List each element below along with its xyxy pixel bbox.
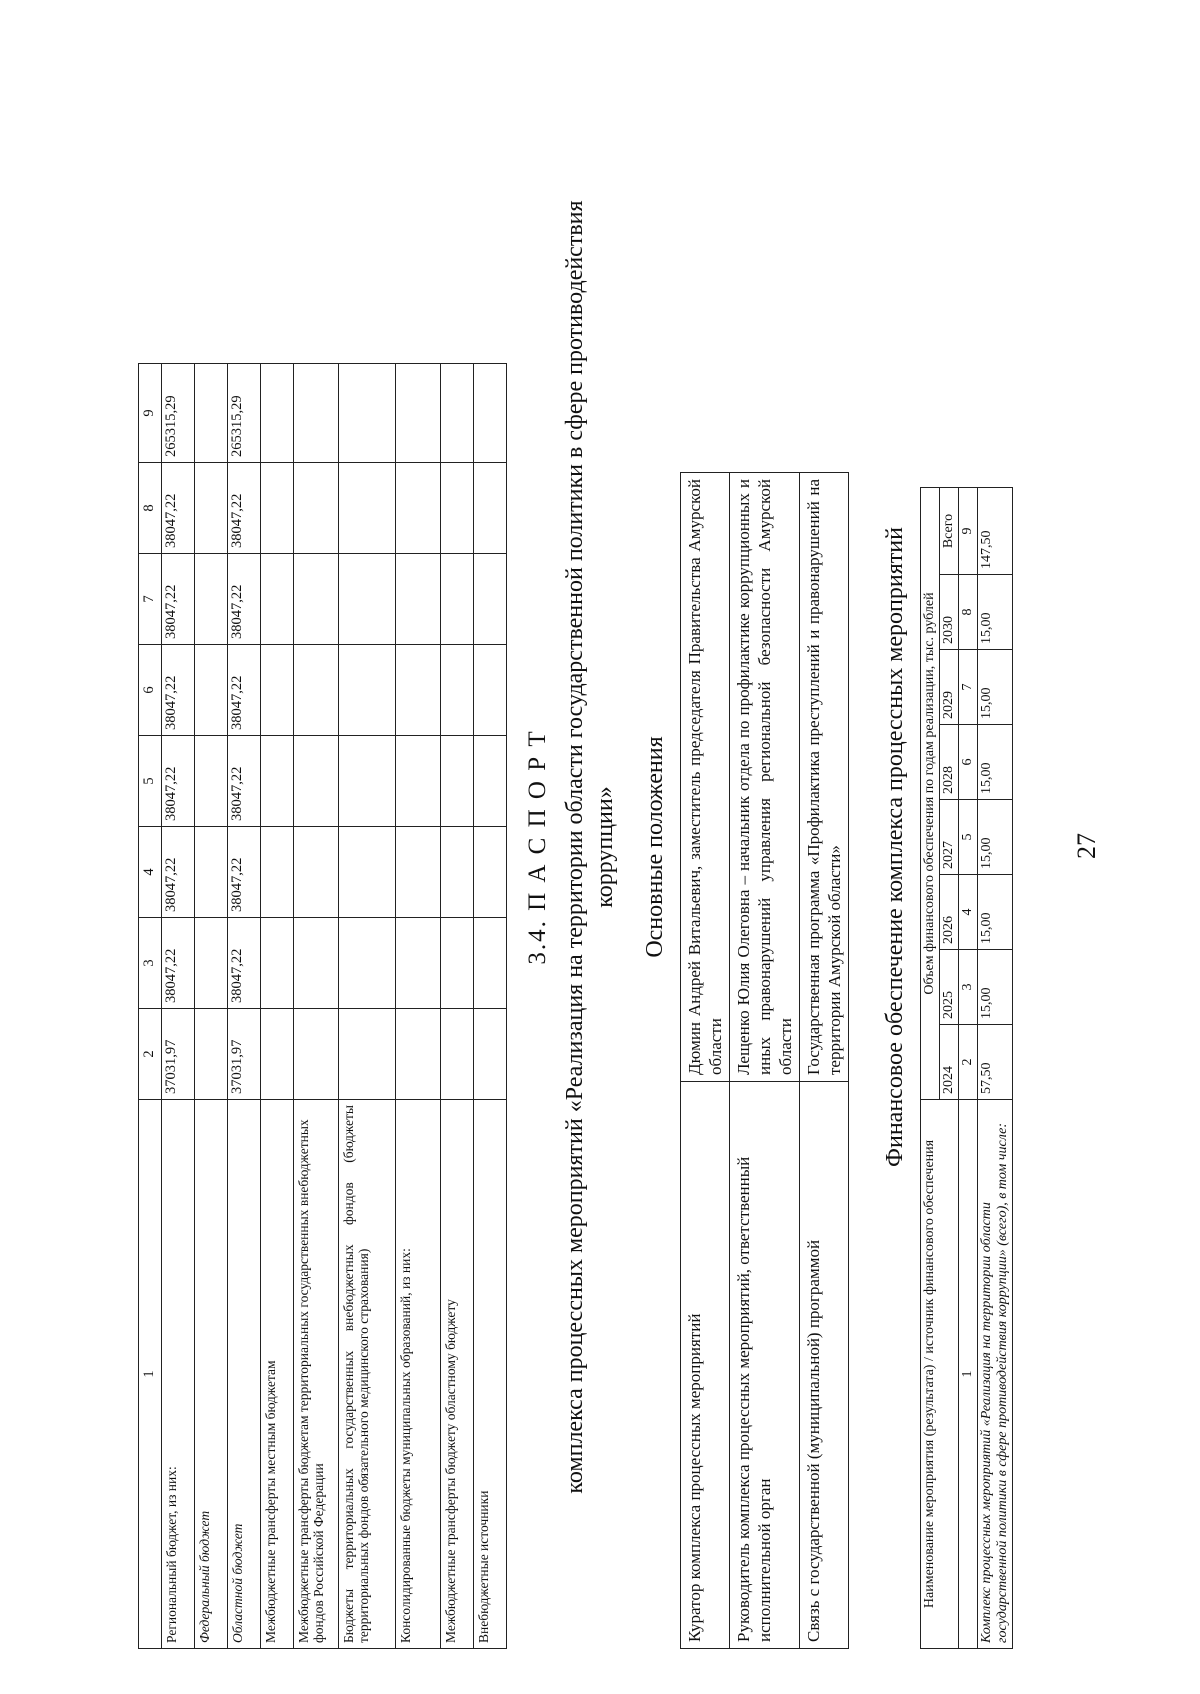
budget-cell [294, 736, 339, 827]
budget-cell [195, 827, 228, 918]
finance-table [920, 487, 1013, 1649]
budget-cell [261, 1009, 294, 1100]
table-row [162, 364, 195, 1649]
col-number: 2 [959, 1025, 978, 1100]
passport-title: 3.4. П А С П О Р Т [524, 729, 551, 965]
budget-cell [339, 736, 396, 827]
budget-cell: 38047,22 [162, 463, 195, 554]
budget-row-label: Межбюджетные трансферты местным бюджетам [261, 1100, 294, 1649]
budget-cell [195, 736, 228, 827]
budget-row-label: Консолидированные бюджеты муниципальных образований, из них: [396, 1100, 441, 1649]
budget-cell: 38047,22 [162, 736, 195, 827]
budget-header-cell: 5 [139, 736, 162, 827]
budget-cell [441, 554, 474, 645]
budget-cell [441, 364, 474, 463]
finance-row-label: Комплекс процессных мероприятий «Реализация на территории области государственной политики в сфере противодействия коррупции» (всего), в том числе: [978, 1100, 1013, 1649]
budget-row-label: Федеральный бюджет [195, 1100, 228, 1649]
provision-label: Руководитель комплекса процессных мероприятий, ответственный исполнительной орган [730, 1082, 800, 1649]
finance-cell: 15,00 [978, 800, 1013, 875]
budget-header-cell: 8 [139, 463, 162, 554]
year-header: 2030 [940, 575, 959, 650]
budget-cell: 38047,22 [228, 736, 261, 827]
budget-cell: 37031,97 [228, 1009, 261, 1100]
year-header: 2027 [940, 800, 959, 875]
budget-cell [294, 554, 339, 645]
budget-cell [441, 1009, 474, 1100]
budget-cell [474, 1009, 507, 1100]
provision-value: Дюмин Андрей Витальевич, заместитель председателя Правительства Амурской области [681, 473, 730, 1082]
budget-header-cell: 3 [139, 918, 162, 1009]
finance-cell: 15,00 [978, 875, 1013, 950]
budget-cell [396, 827, 441, 918]
finance-cell: 15,00 [978, 950, 1013, 1025]
table-row [396, 364, 441, 1649]
page-number: 27 [1072, 833, 1101, 859]
year-header: 2024 [940, 1025, 959, 1100]
budget-cell: 265315,29 [162, 364, 195, 463]
finance-cell: 15,00 [978, 575, 1013, 650]
budget-cell [339, 1009, 396, 1100]
budget-cell [396, 736, 441, 827]
table-row [474, 364, 507, 1649]
year-header: 2029 [940, 650, 959, 725]
budget-cell [339, 554, 396, 645]
budget-header-cell: 2 [139, 1009, 162, 1100]
budget-cell [474, 736, 507, 827]
finance-header-row [921, 488, 940, 1649]
budget-cell [195, 463, 228, 554]
table-row [294, 364, 339, 1649]
table-row [978, 488, 1013, 1649]
col-number: 6 [959, 725, 978, 800]
col-number: 8 [959, 575, 978, 650]
year-header: 2025 [940, 950, 959, 1025]
budget-header-cell: 6 [139, 645, 162, 736]
budget-cell [339, 463, 396, 554]
budget-cell [396, 463, 441, 554]
table-row [800, 473, 849, 1649]
budget-cell: 38047,22 [162, 827, 195, 918]
budget-cell [339, 364, 396, 463]
budget-cell [474, 918, 507, 1009]
budget-cell [294, 918, 339, 1009]
budget-cell [339, 827, 396, 918]
budget-cell [261, 827, 294, 918]
budget-row-label: Областной бюджет [228, 1100, 261, 1649]
year-header: Всего [940, 488, 959, 575]
table-row [730, 473, 800, 1649]
finance-volume-header: Объем финансового обеспечения по годам реализации, тыс. рублей [921, 488, 940, 1100]
provision-label: Связь с государственной (муниципальной) программой [800, 1082, 849, 1649]
col-number: 9 [959, 488, 978, 575]
budget-cell [195, 364, 228, 463]
finance-name-header: Наименование мероприятия (результата) / источник финансового обеспечения [921, 1100, 959, 1649]
budget-cell: 38047,22 [162, 645, 195, 736]
table-row [228, 364, 261, 1649]
budget-cell [396, 554, 441, 645]
budget-cell [195, 645, 228, 736]
year-header: 2026 [940, 875, 959, 950]
budget-cell [474, 463, 507, 554]
col-number: 5 [959, 800, 978, 875]
budget-cell [195, 554, 228, 645]
table-row [681, 473, 730, 1649]
budget-header-cell: 9 [139, 364, 162, 463]
budget-row-label: Бюджеты территориальных государственных внебюджетных фондов (бюджеты территориальных фондов обязательного медицинского страхования) [339, 1100, 396, 1649]
budget-cell [474, 554, 507, 645]
budget-cell [396, 364, 441, 463]
budget-cell [441, 827, 474, 918]
budget-cell: 38047,22 [228, 645, 261, 736]
finance-colnum-row [959, 488, 978, 1649]
table-row [339, 364, 396, 1649]
budget-cell [294, 827, 339, 918]
finance-cell: 15,00 [978, 725, 1013, 800]
budget-cell [294, 463, 339, 554]
budget-header-cell: 7 [139, 554, 162, 645]
budget-header-cell: 1 [139, 1100, 162, 1649]
budget-table [138, 363, 507, 1649]
budget-cell: 38047,22 [228, 463, 261, 554]
budget-cell [441, 918, 474, 1009]
col-number: 3 [959, 950, 978, 1025]
budget-cell [441, 463, 474, 554]
budget-cell [294, 645, 339, 736]
budget-cell: 37031,97 [162, 1009, 195, 1100]
main-provisions-table [680, 472, 849, 1649]
budget-cell [396, 1009, 441, 1100]
budget-cell [474, 645, 507, 736]
budget-row-label: Межбюджетные трансферты бюджетам территориальных государственных внебюджетных фондов Российской Федерации [294, 1100, 339, 1649]
budget-cell: 38047,22 [162, 554, 195, 645]
budget-cell: 38047,22 [228, 554, 261, 645]
budget-cell [195, 918, 228, 1009]
table-row [441, 364, 474, 1649]
budget-cell [261, 918, 294, 1009]
provision-label: Куратор комплекса процессных мероприятий [681, 1082, 730, 1649]
budget-cell [441, 645, 474, 736]
finance-cell: 147,50 [978, 488, 1013, 575]
budget-cell [396, 918, 441, 1009]
budget-cell [195, 1009, 228, 1100]
budget-cell [441, 736, 474, 827]
budget-cell [339, 918, 396, 1009]
budget-cell: 38047,22 [228, 918, 261, 1009]
budget-row-label: Региональный бюджет, из них: [162, 1100, 195, 1649]
finance-cell: 57,50 [978, 1025, 1013, 1100]
budget-cell [261, 463, 294, 554]
budget-cell [294, 1009, 339, 1100]
finance-section-title: Финансовое обеспечение комплекса процессных мероприятий [882, 527, 908, 1167]
budget-cell [396, 645, 441, 736]
col-number: 7 [959, 650, 978, 725]
budget-header-cell: 4 [139, 827, 162, 918]
budget-cell: 38047,22 [162, 918, 195, 1009]
budget-cell [261, 645, 294, 736]
budget-cell: 38047,22 [228, 827, 261, 918]
budget-cell [339, 645, 396, 736]
passport-subtitle: комплекса процессных мероприятий «Реализация на территории области государственной политики в сфере противодействия коррупции» [562, 200, 618, 1494]
budget-cell [474, 364, 507, 463]
budget-cell [261, 554, 294, 645]
table-row [195, 364, 228, 1649]
budget-table-header-row [139, 364, 162, 1649]
col-number: 4 [959, 875, 978, 950]
budget-cell [474, 827, 507, 918]
section-main-title: Основные положения [642, 736, 668, 958]
col-number: 1 [959, 1100, 978, 1649]
year-header: 2028 [940, 725, 959, 800]
finance-cell: 15,00 [978, 650, 1013, 725]
budget-cell: 265315,29 [228, 364, 261, 463]
budget-row-label: Внебюджетные источники [474, 1100, 507, 1649]
budget-row-label: Межбюджетные трансферты бюджету областному бюджету [441, 1100, 474, 1649]
budget-cell [294, 364, 339, 463]
table-row [261, 364, 294, 1649]
budget-cell [261, 364, 294, 463]
provision-value: Лещенко Юлия Олеговна – начальник отдела по профилактике коррупционных и иных правонарушений управления региональной безопасности Амурской области [730, 473, 800, 1082]
provision-value: Государственная программа «Профилактика преступлений и правонарушений на территории Амурской области» [800, 473, 849, 1082]
budget-cell [261, 736, 294, 827]
